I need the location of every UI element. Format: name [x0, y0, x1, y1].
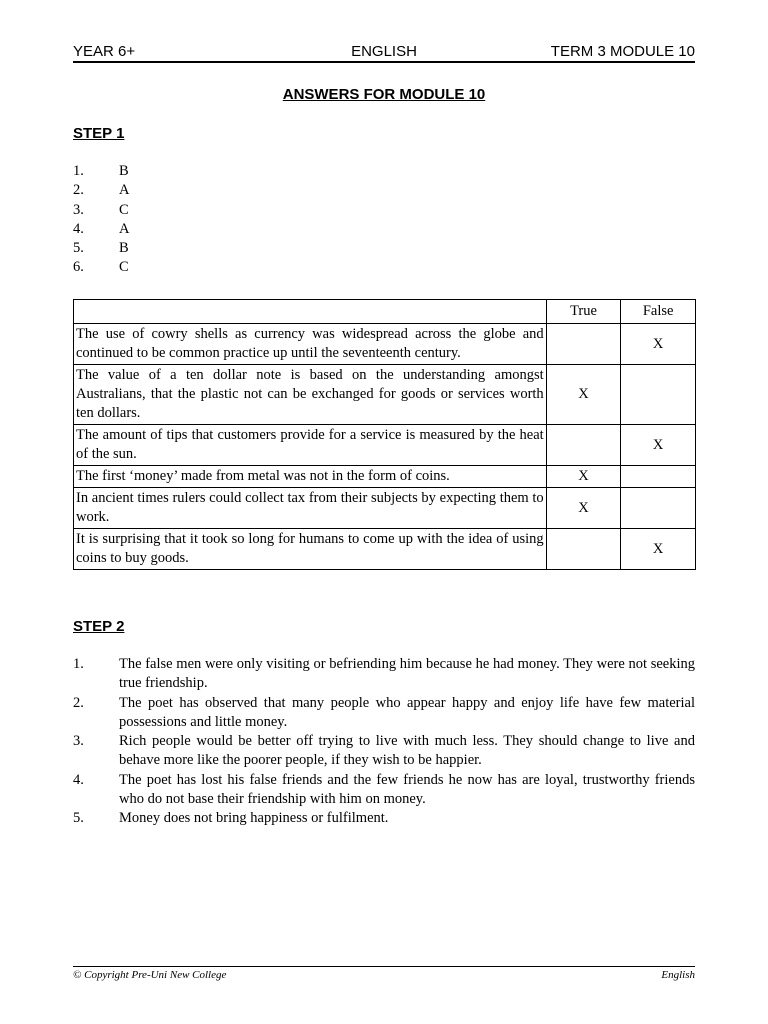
true-cell: X [546, 488, 621, 529]
item-number: 2. [73, 182, 84, 199]
false-cell: X [621, 324, 696, 365]
item-answer: A [119, 182, 130, 199]
table-header-row [74, 300, 696, 324]
true-column-header: True [546, 300, 621, 324]
true-cell: X [546, 365, 621, 425]
page-footer [73, 966, 695, 984]
list-item [73, 181, 273, 200]
header-module: TERM 3 MODULE 10 [550, 43, 695, 60]
table-row [74, 324, 696, 365]
footer-subject: English [661, 969, 695, 981]
item-text: The poet has lost his false friends and the few friends he now has are loyal, trustworthy friends who do not base their friendship with him on money. [119, 771, 695, 808]
list-item [73, 220, 273, 239]
header-year: YEAR 6+ [73, 43, 136, 60]
page-title-text: ANSWERS FOR MODULE 10 [282, 86, 486, 103]
true-cell [546, 425, 621, 466]
true-false-table [73, 299, 696, 570]
item-text: Rich people would be better off trying to live with much less. They should change to live and behave more like the poorer people, if they wish to be happier. [119, 733, 695, 769]
item-answer: B [119, 163, 129, 179]
true-cell [546, 529, 621, 570]
item-answer: C [119, 201, 129, 218]
statement-cell: The amount of tips that customers provide for a service is measured by the heat of the sun. [74, 425, 547, 466]
table-row [74, 488, 696, 529]
item-number: 5. [73, 240, 84, 257]
false-cell: X [621, 529, 696, 570]
table-row [74, 365, 696, 425]
list-item [73, 732, 695, 771]
item-answer: B [119, 240, 129, 257]
step1-heading: STEP 1 [73, 125, 125, 142]
list-item [73, 201, 273, 220]
footer-copyright: © Copyright Pre-Uni New College [73, 969, 227, 981]
statement-cell: The first ‘money’ made from metal was not in the form of coins. [74, 466, 547, 488]
statement-cell: The use of cowry shells as currency was widespread across the globe and continued to be common practice up until the seventeenth century. [74, 324, 547, 365]
table-row [74, 466, 696, 488]
step2-heading: STEP 2 [73, 618, 125, 635]
false-cell [621, 488, 696, 529]
item-number: 4. [73, 220, 84, 237]
header-subject: ENGLISH [351, 43, 417, 60]
item-number: 1. [73, 163, 84, 179]
table-row [74, 529, 696, 570]
item-number: 1. [73, 656, 84, 672]
page-title [73, 86, 695, 103]
item-number: 3. [73, 733, 84, 750]
item-number: 5. [73, 810, 84, 827]
item-number: 6. [73, 259, 84, 276]
statement-cell: In ancient times rulers could collect tax from their subjects by expecting them to work. [74, 488, 547, 529]
item-number: 4. [73, 771, 84, 788]
true-cell: X [546, 466, 621, 488]
item-text: Money does not bring happiness or fulfilment. [119, 810, 389, 827]
false-cell [621, 365, 696, 425]
list-item [73, 655, 695, 694]
statement-cell: It is surprising that it took so long for humans to come up with the idea of using coins to buy goods. [74, 529, 547, 570]
page-header [73, 42, 695, 63]
list-item [73, 694, 695, 733]
list-item [73, 162, 273, 181]
false-cell: X [621, 425, 696, 466]
statement-column-header [74, 300, 547, 324]
item-number: 2. [73, 694, 84, 711]
item-number: 3. [73, 201, 84, 218]
step2-answer-list [73, 655, 695, 829]
item-text: The false men were only visiting or befriending him because he had money. They were not seeking true friendship. [119, 656, 695, 692]
list-item [73, 771, 695, 810]
true-cell [546, 324, 621, 365]
item-text: The poet has observed that many people who appear happy and enjoy life have few material possessions and little money. [119, 694, 695, 730]
list-item [73, 809, 695, 828]
list-item [73, 258, 273, 277]
false-cell [621, 466, 696, 488]
item-answer: A [119, 220, 130, 237]
table-row [74, 425, 696, 466]
item-answer: C [119, 259, 129, 276]
step1-answer-list [73, 162, 273, 278]
false-column-header: False [621, 300, 696, 324]
list-item [73, 239, 273, 258]
statement-cell: The value of a ten dollar note is based on the understanding amongst Australians, that the plastic not can be exchanged for goods or services worth ten dollars. [74, 365, 547, 425]
